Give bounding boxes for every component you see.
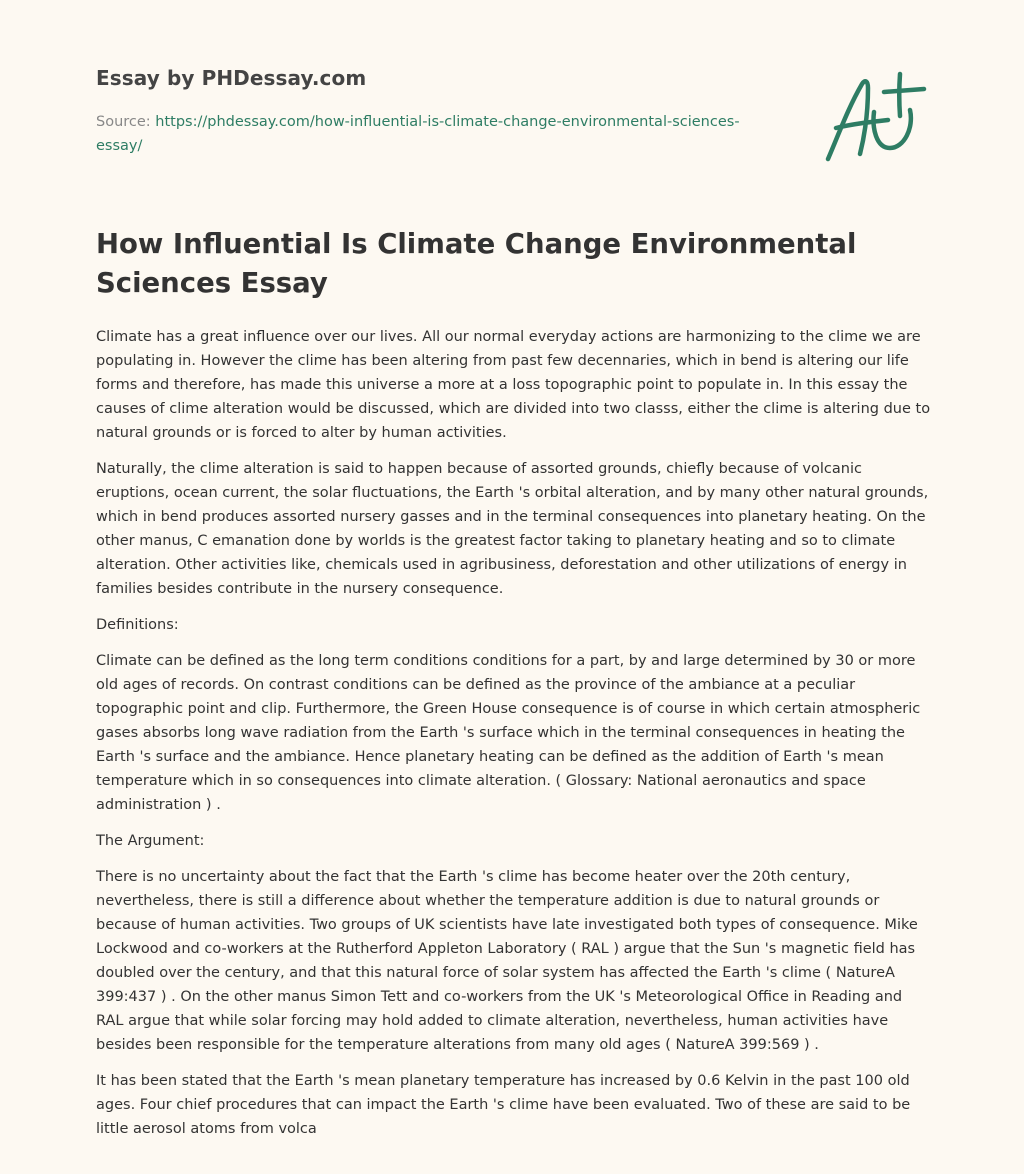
- paragraph: It has been stated that the Earth 's mean planetary temperature has increased by 0.6 Kelvin in the past 100 old ages. Four chief procedures that can impact the Earth 's clime have been evaluated. Two of these are said to be little aerosol atoms from volca: [96, 1073, 911, 1137]
- source-line: [96, 110, 776, 158]
- brand-title: Essay by PHDessay.com: [96, 66, 367, 90]
- source-link[interactable]: https://phdessay.com/how-influential-is-climate-change-environmental-sciences-essay/: [96, 114, 740, 154]
- paragraph: Naturally, the clime alteration is said to happen because of assorted grounds, chiefly because of volcanic eruptions, ocean current, the solar fluctuations, the Earth 's orbital alteration, and by many other natural grounds, which in bend produces assorted nursery gasses and in the terminal consequences into planetary heating. On the other manus, C emanation done by worlds is the greatest factor taking to planetary heating and so to climate alteration. Other activities like, chemicals used in agribusiness, deforestation and other utilizations of energy in families besides contribute in the nursery consequence.: [96, 461, 929, 597]
- paragraph: Climate can be defined as the long term conditions conditions for a part, by and large determined by 30 or more old ages of records. On contrast conditions can be defined as the province of the ambiance at a peculiar topographic point and clip. Furthermore, the Green House consequence is of course in which certain atmospheric gases absorbs long wave radiation from the Earth 's surface which in the terminal consequences in heating the Earth 's surface and the ambiance. Hence planetary heating can be defined as the addition of Earth 's mean temperature which in so consequences into climate alteration. ( Glossary: National aeronautics and space administration ) .: [96, 653, 921, 813]
- paragraph: Climate has a great influence over our lives. All our normal everyday actions are harmonizing to the clime we are populating in. However the clime has been altering from past few decennaries, which in bend is altering our life forms and therefore, has made this universe a more at a loss topographic point to populate in. In this essay the causes of clime alteration would be discussed, which are divided into two classs, either the clime is altering due to natural grounds or is forced to alter by human activities.: [96, 329, 931, 441]
- section-heading-argument: The Argument:: [96, 833, 205, 849]
- section-heading-definitions: Definitions:: [96, 617, 179, 633]
- essay-body: [96, 325, 932, 1153]
- source-label: Source:: [96, 114, 151, 130]
- paragraph: There is no uncertainty about the fact that the Earth 's clime has become heater over the 20th century, nevertheless, there is still a difference about whether the temperature addition is due to natural grounds or because of human activities. Two groups of UK scientists have late investigated both types of consequence. Mike Lockwood and co-workers at the Rutherford Appleton Laboratory ( RAL ) argue that the Sun 's magnetic field has doubled over the century, and that this natural force of solar system has affected the Earth 's clime ( NatureA 399:437 ) . On the other manus Simon Tett and co-workers from the UK 's Meteorological Office in Reading and RAL argue that while solar forcing may hold added to climate alteration, nevertheless, human activities have besides been responsible for the temperature alterations from many old ages ( NatureA 399:569 ) .: [96, 869, 918, 1053]
- a-plus-icon: [818, 66, 930, 166]
- essay-title: How Influential Is Climate Change Environmental Sciences Essay: [96, 228, 857, 299]
